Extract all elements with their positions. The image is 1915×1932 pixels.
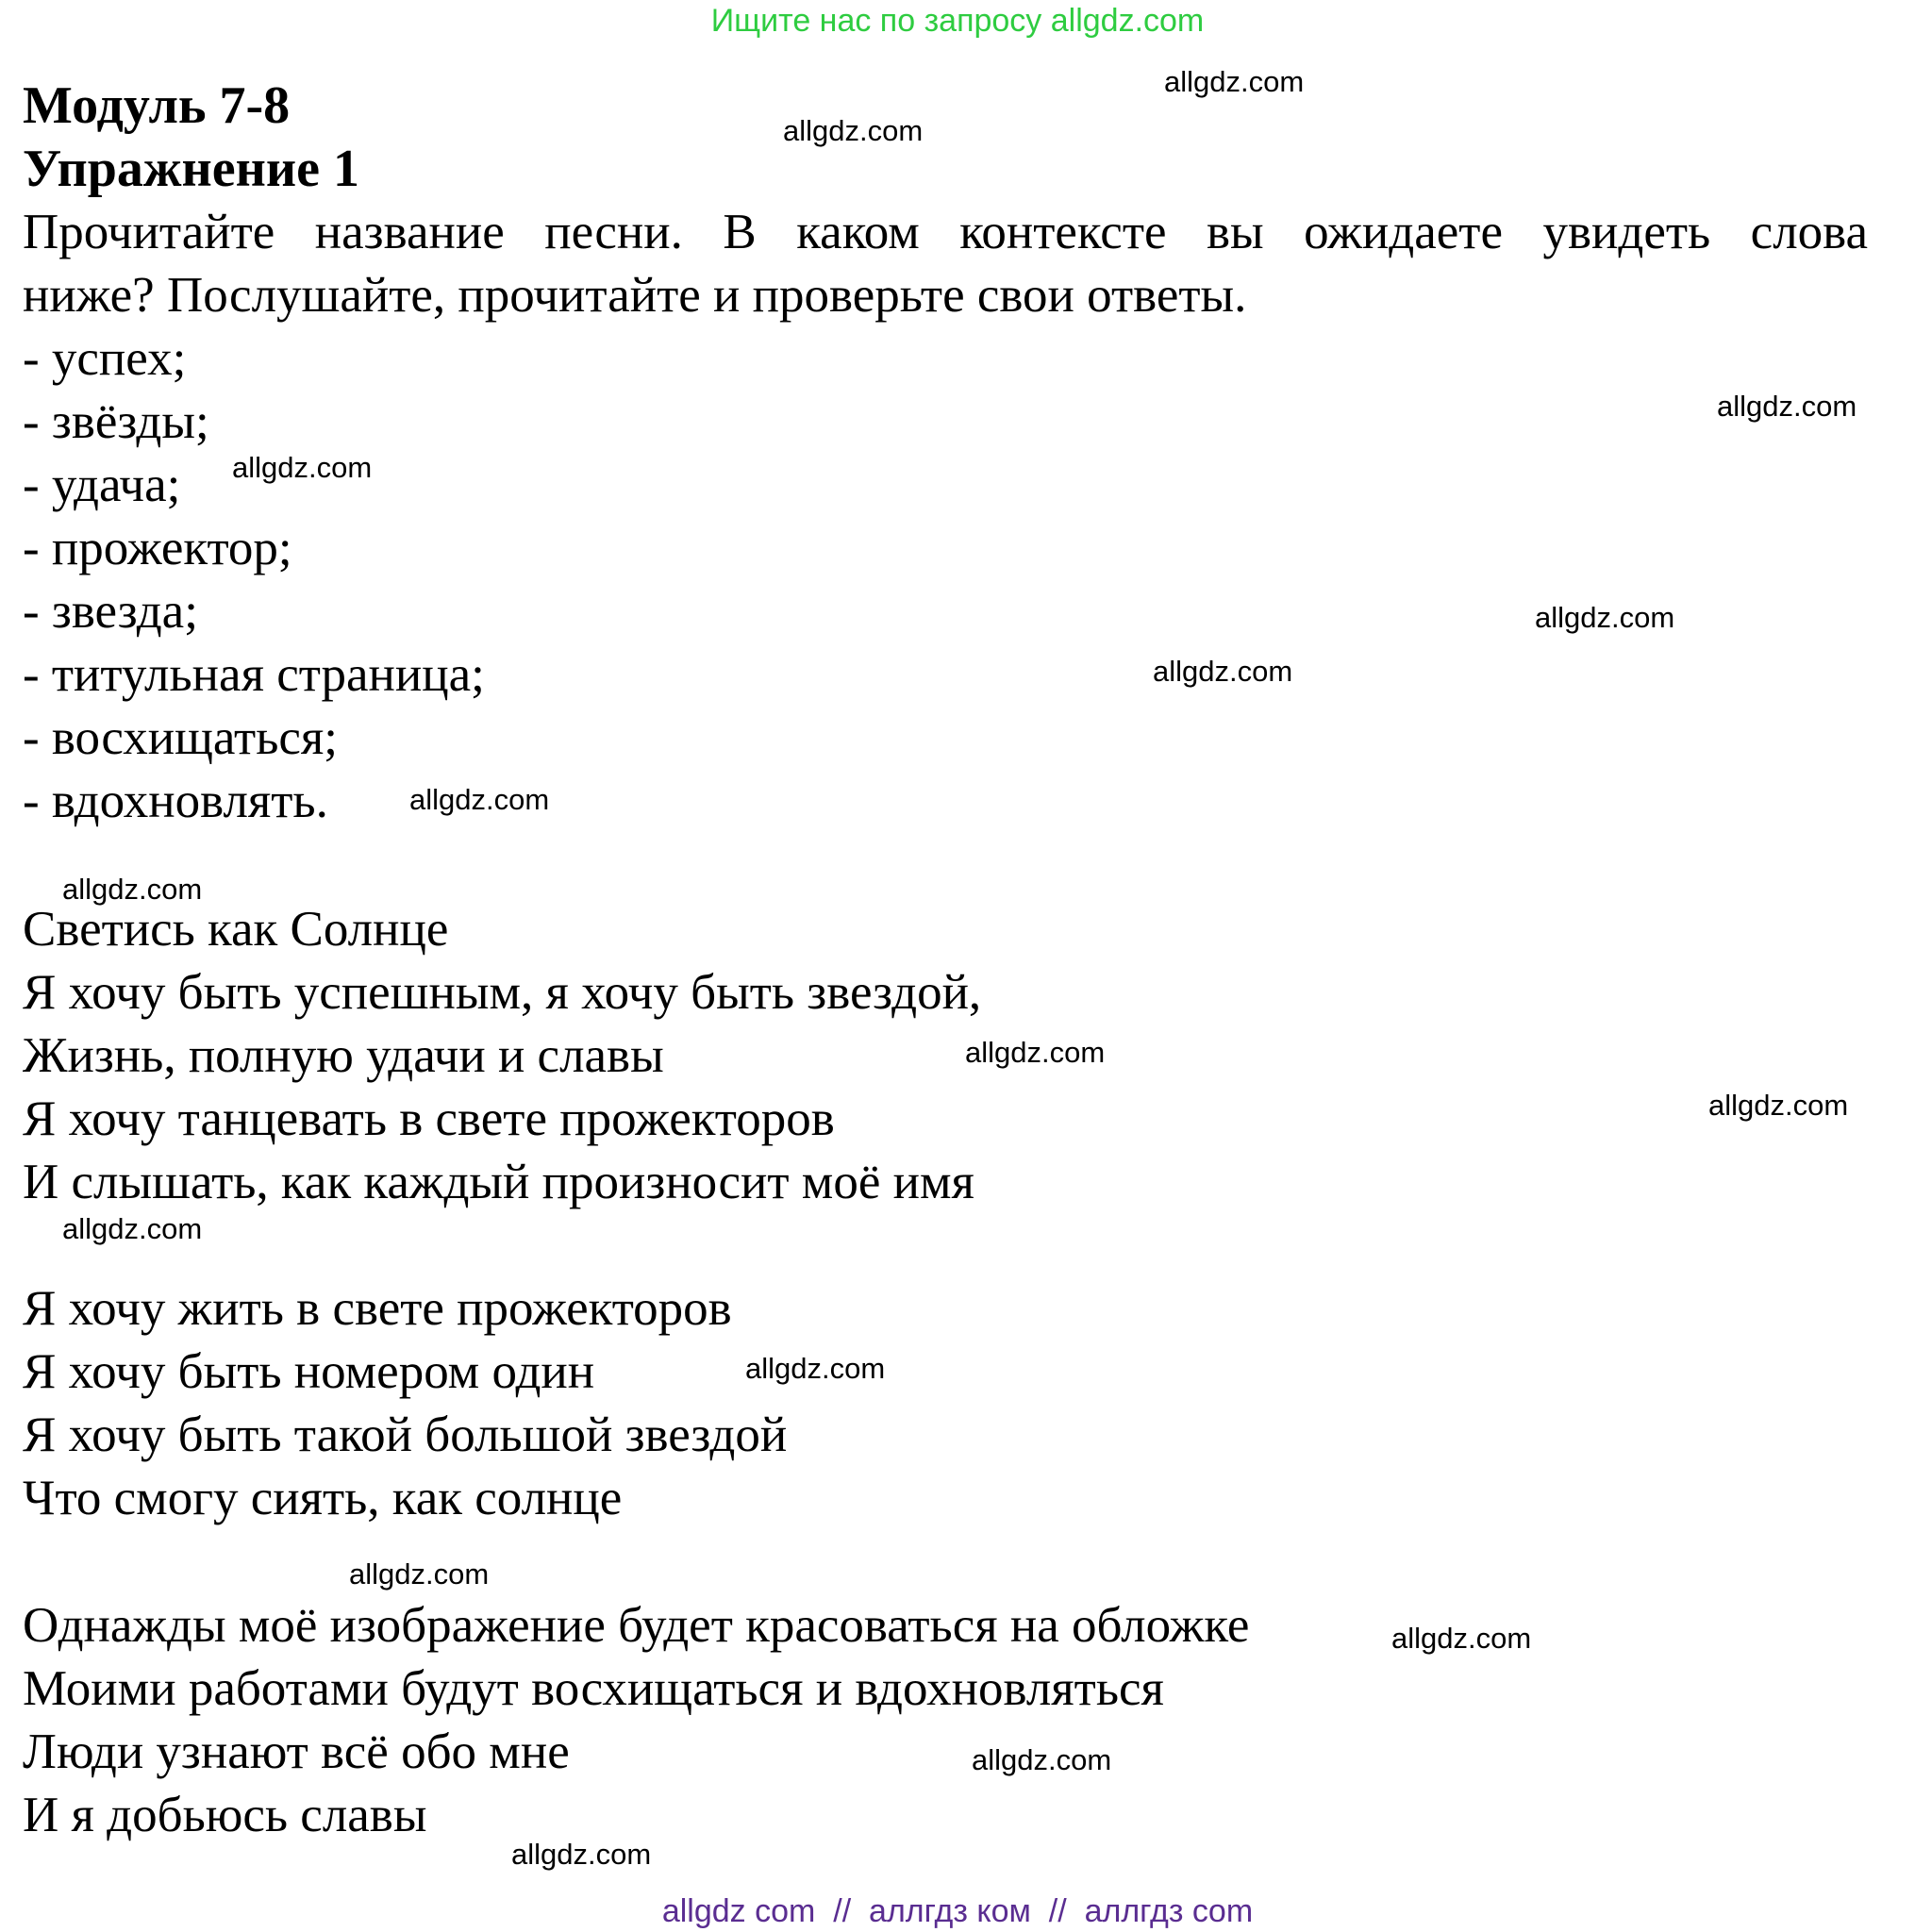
watermark: allgdz.com [965,1036,1106,1069]
watermark: allgdz.com [409,783,550,816]
top-banner[interactable]: Ищите нас по запросу allgdz.com [710,3,1205,39]
module-title: Модуль 7-8 [23,76,291,135]
lyric-line: Я хочу быть такой большой звездой [23,1407,788,1462]
word-list-item: - восхищаться; [23,710,338,765]
lyric-line: Моими работами будут восхищаться и вдохновляться [23,1661,1164,1716]
bottom-banner[interactable]: allgdz com // аллгдз ком // аллгдз com [661,1893,1254,1929]
song-title: Светись как Солнце [23,902,449,957]
watermark: allgdz.com [62,873,203,906]
watermark: allgdz.com [1717,390,1857,423]
lyric-line: И я добьюсь славы [23,1788,427,1842]
lyric-line: Люди узнают всё обо мне [23,1724,570,1779]
lyric-line: И слышать, как каждый произносит моё имя [23,1155,974,1209]
watermark: allgdz.com [1164,65,1305,98]
exercise-title: Упражнение 1 [23,140,360,198]
word-list-item: - вдохновлять. [23,774,328,828]
word-list-item: - успех; [23,331,187,386]
watermark: allgdz.com [349,1557,490,1591]
lyric-line: Жизнь, полную удачи и славы [23,1028,664,1083]
word-list-item: - звезда; [23,584,198,639]
watermark: allgdz.com [1708,1089,1849,1122]
word-list-item: - прожектор; [23,521,292,575]
lyric-line: Я хочу танцевать в свете прожекторов [23,1091,835,1146]
instruction-line-1: Прочитайте название песни. В каком контексте вы ожидаете увидеть слова [23,205,1868,259]
watermark: allgdz.com [745,1352,886,1385]
watermark: allgdz.com [1153,655,1293,688]
watermark: allgdz.com [62,1212,203,1245]
lyric-line: Я хочу быть номером один [23,1344,595,1399]
watermark: allgdz.com [232,451,373,484]
instruction-line-2: ниже? Послушайте, прочитайте и проверьте свои ответы. [23,268,1247,323]
lyric-line: Я хочу жить в свете прожекторов [23,1281,732,1336]
watermark: allgdz.com [972,1743,1112,1776]
lyric-line: Однажды моё изображение будет красоваться на обложке [23,1598,1250,1653]
lyric-line: Я хочу быть успешным, я хочу быть звездой, [23,965,982,1020]
watermark: allgdz.com [1535,601,1675,634]
word-list-item: - удача; [23,458,181,512]
watermark: allgdz.com [783,114,924,147]
watermark: allgdz.com [1391,1622,1532,1655]
word-list-item: - звёзды; [23,394,209,449]
watermark: allgdz.com [511,1838,652,1871]
lyric-line: Что смогу сиять, как солнце [23,1471,623,1525]
word-list-item: - титульная страница; [23,647,485,702]
